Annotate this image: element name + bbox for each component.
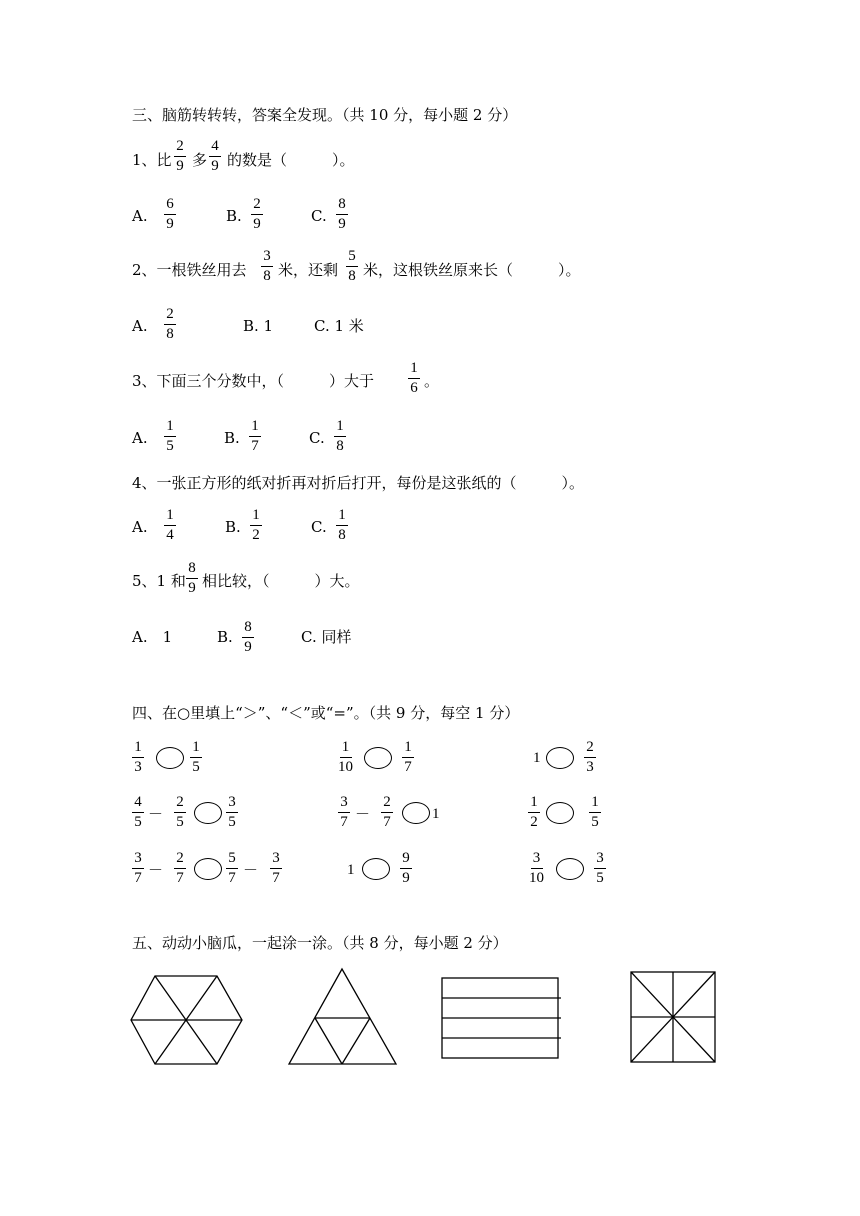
q1-option-a-fraction: $\frac{6}{9}$ [164, 196, 176, 233]
r3a-left-fraction-2: $\frac{2}{7}$ [174, 850, 186, 887]
q5-option-b-fraction: $\frac{8}{9}$ [242, 619, 254, 656]
q5-option-a: A. 1 [132, 628, 173, 646]
q1-option-b-fraction: $\frac{2}{9}$ [251, 196, 263, 233]
q5-option-c: C. 同样 [301, 628, 352, 646]
q2-mid: 米，还剩 [278, 261, 339, 279]
q2-fraction-1: $\frac{3}{8}$ [261, 248, 273, 285]
striped-rectangle-shape[interactable] [442, 978, 561, 1058]
q4-option-b-fraction: $\frac{1}{2}$ [250, 507, 262, 544]
q5-option-b-label: B. [217, 628, 233, 646]
q2-fraction-2: $\frac{5}{8}$ [346, 248, 358, 285]
r3c-left-fraction: $\frac{3}{10}$ [529, 850, 544, 886]
q1-option-b-label: B. [226, 207, 242, 225]
q2-option-b: B. 1 [243, 317, 274, 335]
q1-prefix: 1、比 [132, 151, 172, 169]
q4-option-c-label: C. [311, 518, 327, 536]
r1a-left-fraction: $\frac{1}{3}$ [132, 739, 144, 776]
r1c-right-fraction: $\frac{2}{3}$ [584, 739, 596, 776]
q3-suffix: 。 [424, 372, 440, 390]
q5-fraction: $\frac{8}{9}$ [186, 560, 198, 597]
q4-option-c-fraction: $\frac{1}{8}$ [336, 507, 348, 544]
r2b-left-fraction-2: $\frac{2}{7}$ [381, 794, 393, 831]
q1-option-c-fraction: $\frac{8}{9}$ [336, 196, 348, 233]
q3-fraction: $\frac{1}{6}$ [408, 360, 420, 397]
q3-option-b-label: B. [224, 429, 240, 447]
q3-option-c-fraction: $\frac{1}{8}$ [334, 418, 346, 455]
r3a-left-fraction-1: $\frac{3}{7}$ [132, 850, 144, 887]
section-5-heading: 五、动动小脑瓜，一起涂一涂。（共 8 分，每小题 2 分） [132, 934, 508, 952]
section-4-heading: 四、在○里填上“＞”、“＜”或“=”。（共 9 分，每空 1 分） [132, 704, 520, 722]
triangle-shape[interactable] [289, 969, 396, 1064]
q2-suffix: 米，这根铁丝原来长（ ）。 [363, 261, 581, 279]
r3a-minus-1: － [148, 861, 164, 879]
hexagon-shape[interactable] [131, 976, 242, 1064]
r2c-right-fraction: $\frac{1}{5}$ [589, 794, 601, 831]
r1b-left-fraction: $\frac{1}{10}$ [338, 739, 353, 775]
r3a-right-fraction-2: $\frac{3}{7}$ [270, 850, 282, 887]
r2a-left-fraction-2: $\frac{2}{5}$ [174, 794, 186, 831]
q4-option-b-label: B. [225, 518, 241, 536]
q1-option-c-label: C. [311, 207, 327, 225]
q4-option-a-label: A. [132, 518, 148, 536]
q1-option-a-label: A. [132, 207, 148, 225]
r3b-left-number: 1 [347, 862, 355, 878]
q4-text: 4、一张正方形的纸对折再对折后打开，每份是这张纸的（ ）。 [132, 474, 585, 492]
q3-option-a-fraction: $\frac{1}{5}$ [164, 418, 176, 455]
q3-prefix: 3、下面三个分数中，（ ）大于 [132, 372, 375, 390]
r2b-right-number: 1 [432, 806, 440, 822]
q1-mid: 多 [192, 151, 208, 169]
r3a-minus-2: － [243, 861, 259, 879]
q5-suffix: 相比较，（ ）大。 [202, 572, 360, 590]
r1b-right-fraction: $\frac{1}{7}$ [402, 739, 414, 776]
r3c-right-fraction: $\frac{3}{5}$ [594, 850, 606, 887]
q5-prefix: 5、1 和 [132, 572, 186, 590]
r3b-right-fraction: $\frac{9}{9}$ [400, 850, 412, 887]
q4-option-a-fraction: $\frac{1}{4}$ [164, 507, 176, 544]
section-3-heading: 三、脑筋转转转，答案全发现。（共 10 分，每小题 2 分） [132, 106, 518, 124]
r2a-right-fraction: $\frac{3}{5}$ [226, 794, 238, 831]
q3-option-a-label: A. [132, 429, 148, 447]
divided-square-shape[interactable] [631, 972, 715, 1062]
q2-option-a-fraction: $\frac{2}{8}$ [164, 306, 176, 343]
r2b-minus: － [355, 805, 371, 823]
q3-option-c-label: C. [309, 429, 325, 447]
r2a-left-fraction-1: $\frac{4}{5}$ [132, 794, 144, 831]
r2b-left-fraction-1: $\frac{3}{7}$ [338, 794, 350, 831]
r1c-left-number: 1 [533, 750, 541, 766]
r2a-minus: － [148, 805, 164, 823]
r2c-left-fraction: $\frac{1}{2}$ [528, 794, 540, 831]
q3-option-b-fraction: $\frac{1}{7}$ [249, 418, 261, 455]
r1a-right-fraction: $\frac{1}{5}$ [190, 739, 202, 776]
q1-fraction-1: $\frac{2}{9}$ [174, 138, 186, 175]
r3a-right-fraction-1: $\frac{5}{7}$ [226, 850, 238, 887]
q2-option-a-label: A. [132, 317, 148, 335]
q2-prefix: 2、一根铁丝用去 [132, 261, 247, 279]
q2-option-c: C. 1 米 [314, 317, 364, 335]
q1-suffix: 的数是（ ）。 [227, 151, 355, 169]
q1-fraction-2: $\frac{4}{9}$ [209, 138, 221, 175]
